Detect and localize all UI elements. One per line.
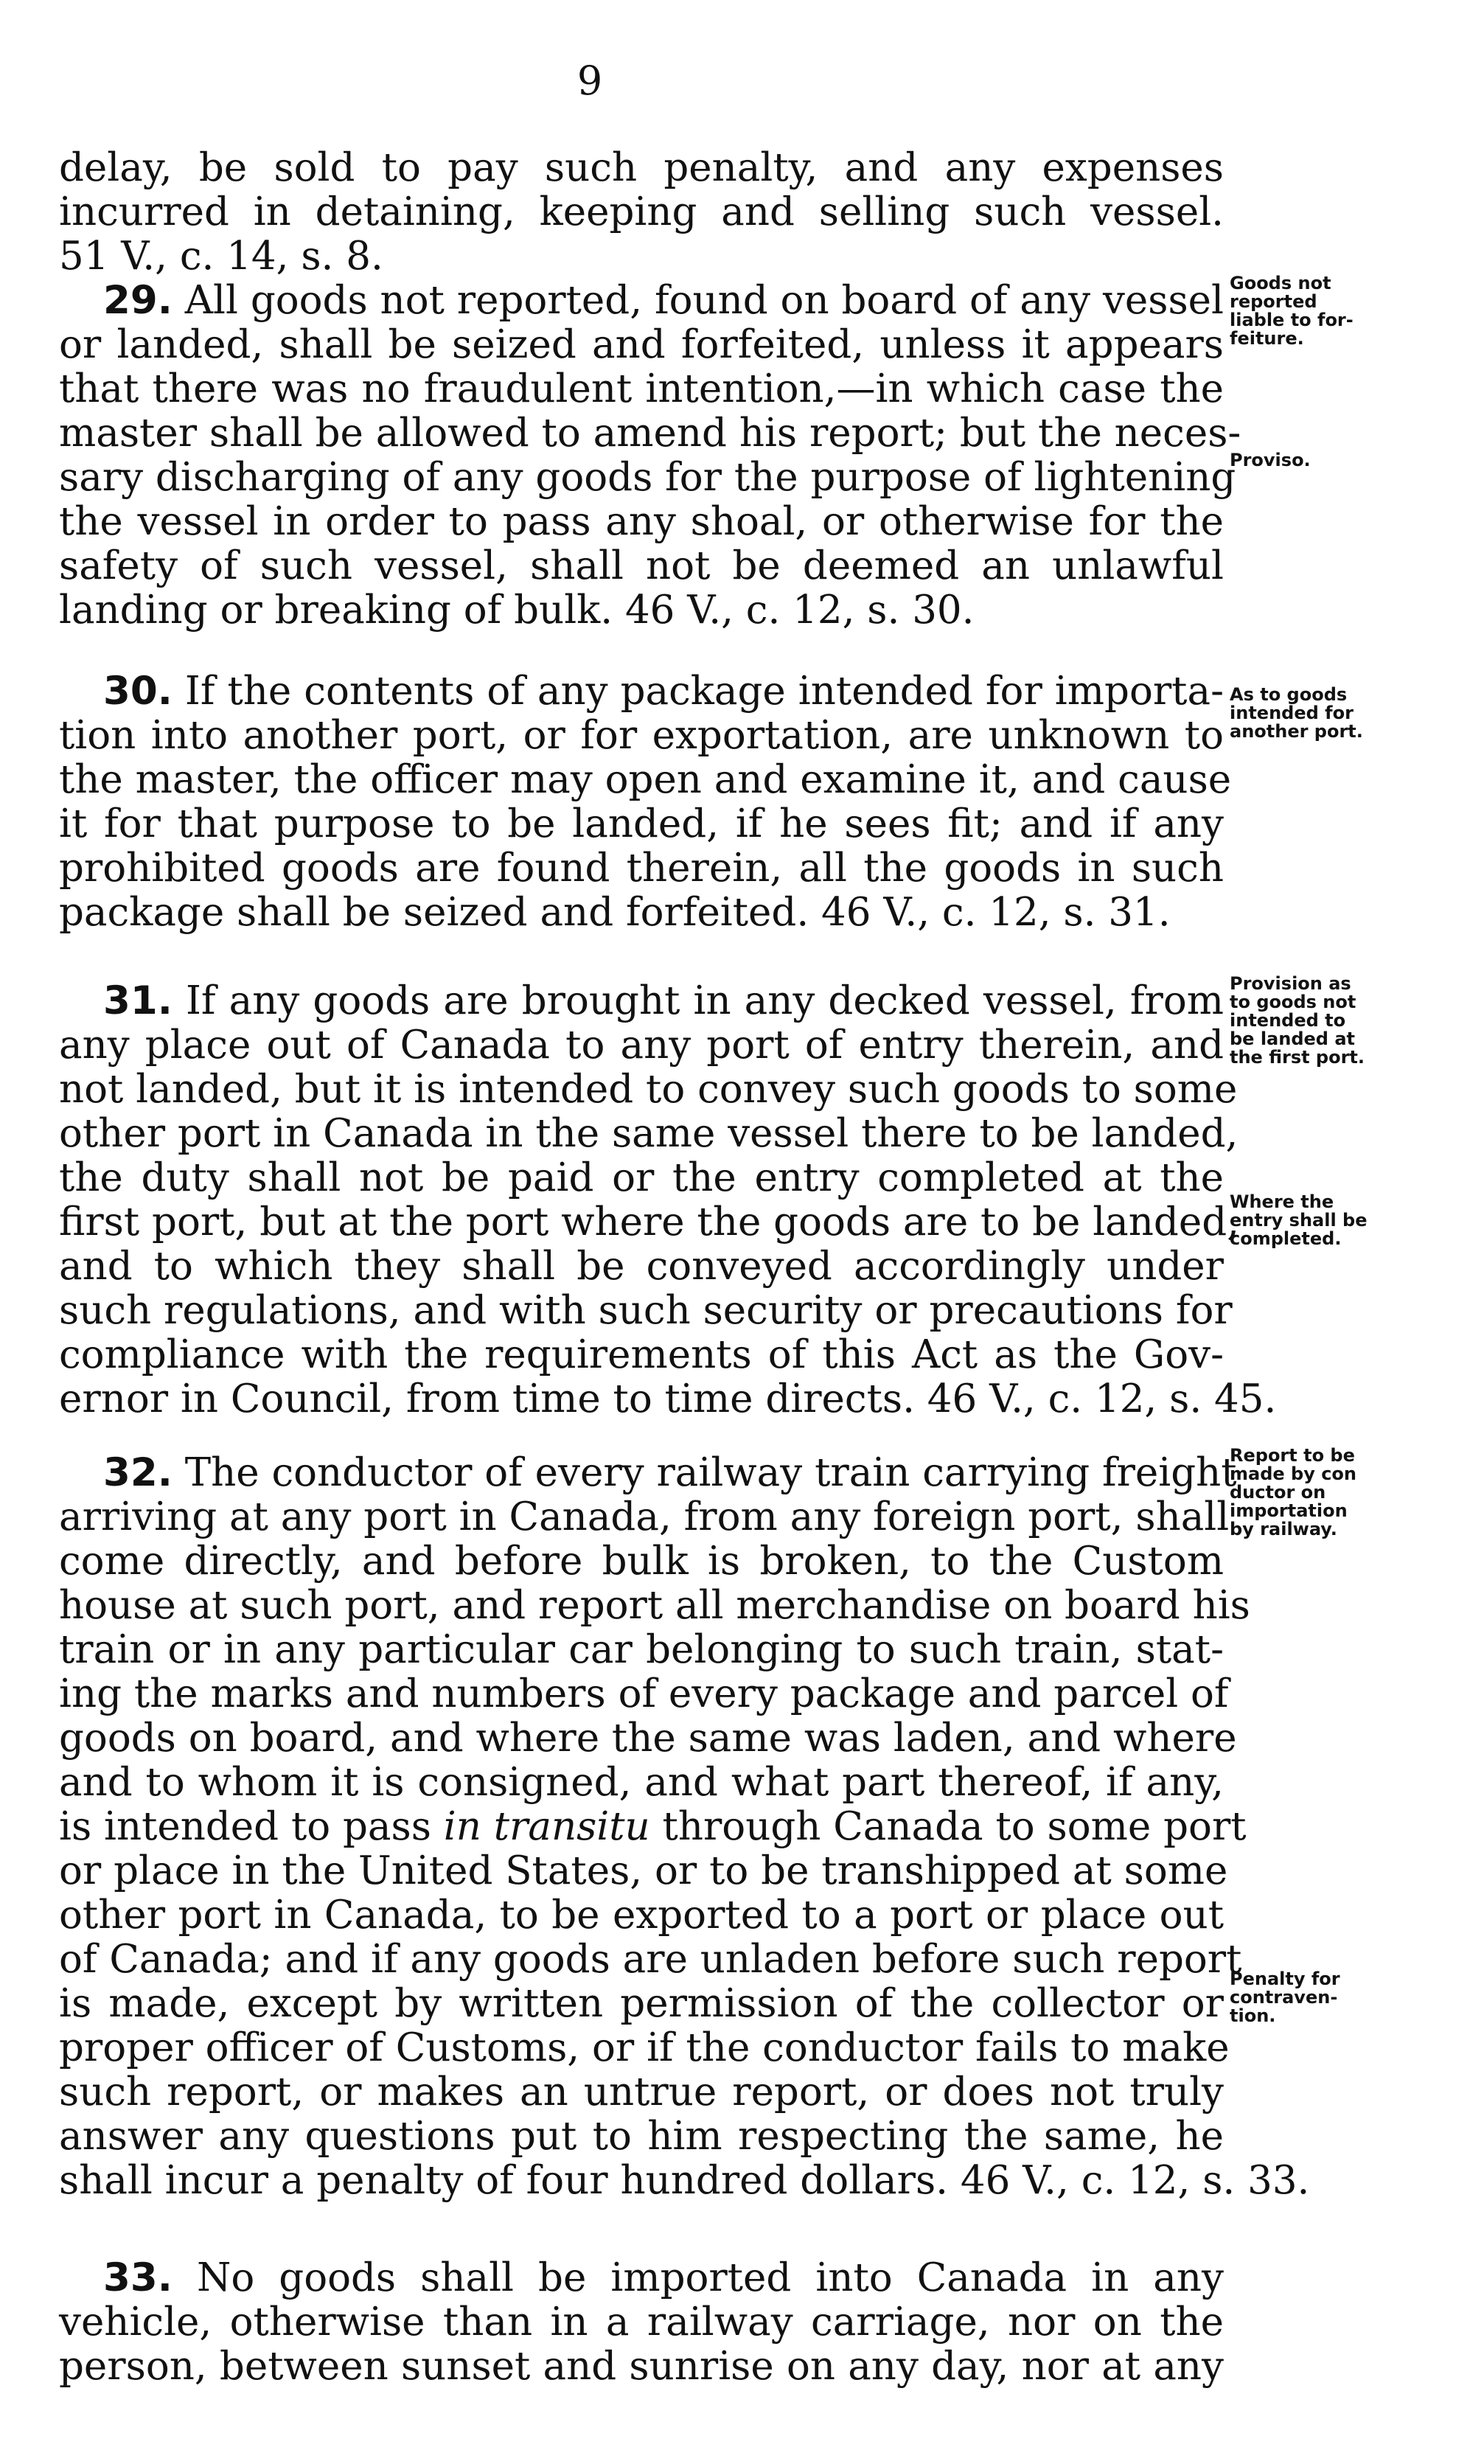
text-line: tion into another port, or for exportation, are unknown to (59, 713, 1224, 758)
margin-note-report-railway: Report to be made by con ductor on importation by railway. (1230, 1445, 1356, 1539)
text-line: safety of such vessel, shall not be deemed an unlawful (59, 543, 1224, 588)
text-line: or landed, shall be seized and forfeited, unless it appears (59, 322, 1224, 367)
text-line: other port in Canada in the same vessel there to be landed, (59, 1111, 1239, 1156)
text-line: that there was no fraudulent intention,—in which case the (59, 366, 1224, 411)
text-line: the master, the officer may open and examine it, and cause (59, 757, 1232, 802)
text-line (59, 669, 1224, 714)
text-line: person, between sunset and sunrise on any day, nor at any (59, 2344, 1224, 2389)
section-30 (59, 669, 1232, 935)
section-28-tail (59, 146, 1224, 279)
text-line (59, 1804, 1247, 1849)
text-line: incurred in detaining, keeping and selling such vessel. (59, 189, 1224, 234)
text-line: or place in the United States, or to be transhipped at some (59, 1848, 1228, 1893)
text-fragment: is intended to pass (59, 1804, 444, 1849)
text-line: answer any questions put to him respecting the same, he (59, 2114, 1224, 2159)
text-fragment: No goods shall be imported into Canada in any (196, 2255, 1224, 2300)
text-fragment: All goods not reported, found on board of any vessel (184, 278, 1224, 323)
text-line: package shall be seized and forfeited. 46 V., c. 12, s. 31. (59, 890, 1171, 935)
text-line: any place out of Canada to any port of entry therein, and (59, 1023, 1224, 1068)
text-line: it for that purpose to be landed, if he sees fit; and if any (59, 801, 1224, 846)
text-line (59, 279, 1224, 323)
text-line: such report, or makes an untrue report, or does not truly (59, 2070, 1224, 2115)
section-number: 29. (103, 278, 173, 323)
section-31 (59, 978, 1277, 1421)
text-line: master shall be allowed to amend his report; but the neces- (59, 411, 1241, 456)
section-29 (59, 278, 1241, 633)
text-line: such regulations, and with such security or precautions for (59, 1288, 1233, 1333)
text-line: compliance with the requirements of this Act as the Gov- (59, 1332, 1224, 1377)
margin-note-entry-completed: Where the entry shall be completed. (1230, 1191, 1368, 1249)
margin-note-penalty: Penalty for contraven- tion. (1230, 1969, 1340, 2026)
margin-note-goods-first-port: Provision as to goods not intended to be landed at the first port. (1230, 973, 1365, 1068)
italic-term: in transitu (443, 1804, 650, 1849)
text-line: arriving at any port in Canada, from any foreign port, shall (59, 1494, 1230, 1539)
text-line: other port in Canada, to be exported to a port or place out (59, 1893, 1224, 1938)
text-line: house at such port, and report all merchandise on board his (59, 1583, 1250, 1628)
text-line: come directly, and before bulk is broken, to the Custom (59, 1539, 1224, 1584)
text-line: 51 V., c. 14, s. 8. (59, 234, 383, 279)
margin-note-goods-not-reported: Goods not reported liable to for- feiture. (1230, 273, 1354, 349)
text-line: delay, be sold to pay such penalty, and any expenses (59, 145, 1224, 190)
text-line: sary discharging of any goods for the purpose of lightening (59, 455, 1236, 500)
text-fragment: If any goods are brought in any decked vessel, from (185, 978, 1224, 1023)
text-line: prohibited goods are found therein, all the goods in such (59, 846, 1224, 891)
section-number: 32. (103, 1450, 173, 1495)
text-line (59, 979, 1224, 1023)
text-line: ing the marks and numbers of every package and parcel of (59, 1671, 1229, 1716)
page-number: 9 (576, 58, 603, 104)
text-line: not landed, but it is intended to convey such goods to some (59, 1067, 1238, 1112)
text-line: the duty shall not be paid or the entry completed at the (59, 1155, 1224, 1200)
text-line: landing or breaking of bulk. 46 V., c. 12, s. 30. (59, 588, 975, 633)
text-fragment: If the contents of any package intended for importa- (184, 669, 1224, 714)
text-line: shall incur a penalty of four hundred dollars. 46 V., c. 12, s. 33. (59, 2158, 1310, 2203)
section-number: 33. (103, 2255, 173, 2300)
text-line: vehicle, otherwise than in a railway carriage, nor on the (59, 2300, 1224, 2345)
text-line (59, 1450, 1237, 1495)
text-fragment: through Canada to some port (649, 1804, 1247, 1849)
text-line (59, 2256, 1224, 2300)
text-line: the vessel in order to pass any shoal, or otherwise for the (59, 499, 1224, 544)
text-line: first port, but at the port where the goods are to be landed, (59, 1200, 1239, 1245)
text-fragment: The conductor of every railway train carrying freight (184, 1450, 1237, 1495)
text-line: proper officer of Customs, or if the conductor fails to make (59, 2025, 1230, 2070)
section-number: 31. (103, 978, 173, 1023)
section-number: 30. (103, 669, 173, 714)
margin-note-proviso: Proviso. (1230, 450, 1311, 470)
text-line: and to whom it is consigned, and what part thereof, if any, (59, 1760, 1224, 1805)
margin-note-goods-another-port: As to goods intended for another port. (1230, 684, 1363, 742)
text-line: train or in any particular car belonging to such train, stat- (59, 1627, 1224, 1672)
text-line: and to which they shall be conveyed accordingly under (59, 1244, 1224, 1289)
text-line: ernor in Council, from time to time directs. 46 V., c. 12, s. 45. (59, 1377, 1277, 1421)
section-33 (59, 2256, 1224, 2389)
text-line: goods on board, and where the same was laden, and where (59, 1716, 1237, 1761)
text-line: is made, except by written permission of the collector or (59, 1981, 1224, 2026)
text-line: of Canada; and if any goods are unladen before such report (59, 1937, 1242, 1982)
